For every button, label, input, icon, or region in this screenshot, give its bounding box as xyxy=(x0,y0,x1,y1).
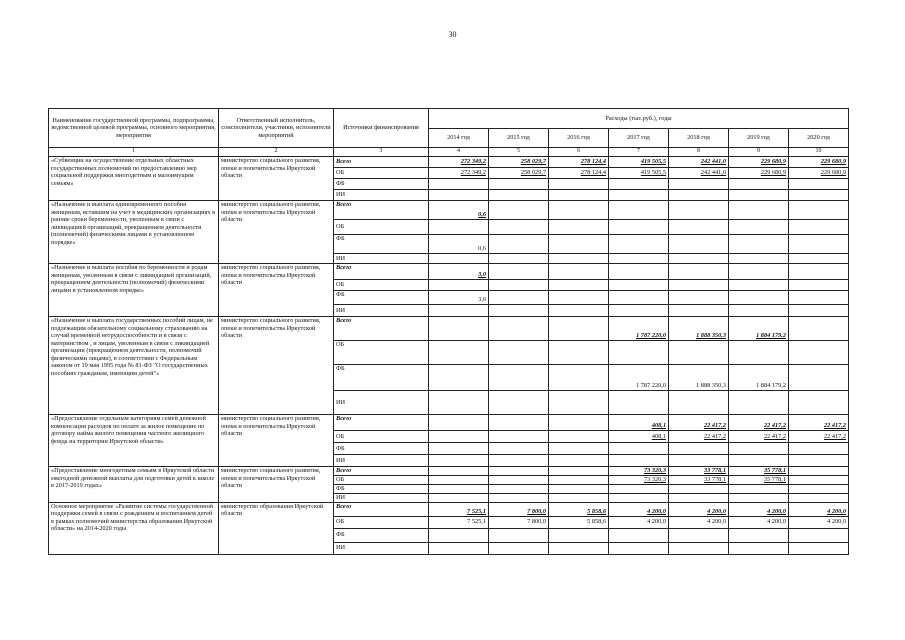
source-ii: ИИ xyxy=(334,254,429,264)
value-cell: 229 680,9 xyxy=(729,157,789,168)
source-ii: ИИ xyxy=(334,455,429,467)
source-total: Всего xyxy=(334,264,429,280)
source-fb: ФБ xyxy=(334,179,429,190)
value-cell: 0,6 xyxy=(429,235,489,254)
source-ob: ОБ xyxy=(334,341,429,365)
value-cell: 242 441,0 xyxy=(669,168,729,179)
source-fb: ФБ xyxy=(334,291,429,305)
column-index: 2 xyxy=(219,148,334,157)
program-name: Основное мероприятие «Развитие системы государственной поддержки семей в связи с рождением и воспитанием детей в рамках полномочий министерства образования Иркутской области» на 2014-2020 годы xyxy=(49,502,219,554)
column-index: 8 xyxy=(669,148,729,157)
source-ob: ОБ xyxy=(334,220,429,235)
program-name: «Субвенции на осуществление отдельных областных государственных полномочий по предоставлению мер социальной поддержки многодетным и малоимущим семьям» xyxy=(49,157,219,201)
value-cell: 1 888 350,3 xyxy=(669,365,729,391)
header-expenses: Расходы (тыс.руб.), годы xyxy=(429,109,849,129)
program-name: «Назначение и выплата государственных пособий лицам, не подлежащим обязательному социальному страхованию на случай временной нетрудоспособности и в связи с материнством , и лицам, уволенным в связи с ликвидацией организации (прекращением деятельности, полномочий физическими лицами), в соответствии с Федеральным законом от 19 мая 1995 года № 81-ФЗ "О государственных пособиях гражданам, имеющим детей"» xyxy=(49,317,219,415)
value-cell: 22 417,2 xyxy=(789,431,849,443)
year-header: 2016 год xyxy=(549,129,609,148)
value-cell: 419 505,5 xyxy=(609,168,669,179)
source-ii: ИИ xyxy=(334,542,429,554)
value-cell: 35 778,1 xyxy=(729,476,789,485)
header-name: Наименование государственной программы, подпрограммы, ведомственной целевой программы, основного мероприятия, мероприятия xyxy=(49,109,219,148)
value-cell: 22 417,2 xyxy=(729,431,789,443)
year-header: 2015 год xyxy=(489,129,549,148)
column-index: 5 xyxy=(489,148,549,157)
value-cell: 7 525,1 xyxy=(429,516,489,528)
value-cell: 22 417,2 xyxy=(669,415,729,431)
value-cell: 35 778,1 xyxy=(729,467,789,476)
source-ii: ИИ xyxy=(334,190,429,201)
program-name: «Предоставление многодетным семьям в Иркутской области ежегодной денежной выплаты для подготовки детей к школе в 2017-2019 годах» xyxy=(49,467,219,503)
program-executor: министерство образования Иркутской области xyxy=(219,502,334,554)
program-name: «Назначение и выплата пособия по беременности и родам женщинам, уволенным в связи с ликвидацией организаций, прекращением деятельности (полномочий) физическими лицами в установленном порядке» xyxy=(49,264,219,317)
program-executor: министерство социального развития, опеки и попечительства Иркутской области xyxy=(219,467,334,503)
source-ob: ОБ xyxy=(334,516,429,528)
value-cell: 4 200,0 xyxy=(609,502,669,516)
value-cell: 5 858,6 xyxy=(549,516,609,528)
value-cell: 33 778,1 xyxy=(669,467,729,476)
value-cell: 272 349,2 xyxy=(429,157,489,168)
page-number: 30 xyxy=(448,30,457,39)
year-header: 2019 год xyxy=(729,129,789,148)
value-cell: 278 124,4 xyxy=(549,168,609,179)
source-total: Всего xyxy=(334,317,429,341)
value-cell: 229 680,9 xyxy=(729,168,789,179)
value-cell: 4 200,0 xyxy=(789,516,849,528)
column-index: 10 xyxy=(789,148,849,157)
source-ob: ОБ xyxy=(334,431,429,443)
source-ob: ОБ xyxy=(334,476,429,485)
year-header: 2017 год xyxy=(609,129,669,148)
value-cell: 1 787 220,0 xyxy=(609,365,669,391)
program-executor: министерство социального развития, опеки и попечительства Иркутской области xyxy=(219,415,334,467)
value-cell: 258 029,7 xyxy=(489,168,549,179)
value-cell: 419 505,5 xyxy=(609,157,669,168)
header-executor: Ответственный исполнитель, соисполнители, участники, исполнители мероприятий xyxy=(219,109,334,148)
value-cell: 22 417,2 xyxy=(789,415,849,431)
year-header: 2014 год xyxy=(429,129,489,148)
program-name: «Назначение и выплата единовременного пособия женщинам, вставшим на учет в медицинских организациях в ранние сроки беременности, уволенным в связи с ликвидацией организаций, прекращением деятельности (полномочий) физическими лицами в установленном порядке» xyxy=(49,201,219,264)
column-index: 1 xyxy=(49,148,219,157)
value-cell: 278 124,4 xyxy=(549,157,609,168)
value-cell: 7 800,0 xyxy=(489,502,549,516)
value-cell: 7 800,0 xyxy=(489,516,549,528)
column-index: 3 xyxy=(334,148,429,157)
source-total: Всего xyxy=(334,502,429,516)
value-cell: 22 417,2 xyxy=(669,431,729,443)
source-ob: ОБ xyxy=(334,280,429,291)
value-cell: 33 778,1 xyxy=(669,476,729,485)
value-cell: 4 200,0 xyxy=(609,516,669,528)
value-cell: 7 525,1 xyxy=(429,502,489,516)
source-total: Всего xyxy=(334,201,429,220)
column-index: 7 xyxy=(609,148,669,157)
year-header: 2018 год xyxy=(669,129,729,148)
source-fb: ФБ xyxy=(334,528,429,542)
source-fb: ФБ xyxy=(334,485,429,494)
value-cell: 73 320,3 xyxy=(609,476,669,485)
value-cell: 22 417,2 xyxy=(729,415,789,431)
value-cell: 272 349,2 xyxy=(429,168,489,179)
value-cell: 4 200,0 xyxy=(669,516,729,528)
value-cell: 1 888 350,3 xyxy=(669,317,729,341)
source-total: Всего xyxy=(334,467,429,476)
program-executor: министерство социального развития, опеки и попечительства Иркутской области xyxy=(219,264,334,317)
program-executor: министерство социального развития, опеки и попечительства Иркутской области xyxy=(219,201,334,264)
value-cell: 4 200,0 xyxy=(669,502,729,516)
source-fb: ФБ xyxy=(334,365,429,391)
value-cell: 3,0 xyxy=(429,291,489,305)
value-cell: 1 787 220,0 xyxy=(609,317,669,341)
value-cell: 1 884 179,2 xyxy=(729,365,789,391)
value-cell: 0,6 xyxy=(429,201,489,220)
source-total: Всего xyxy=(334,415,429,431)
financing-table xyxy=(48,108,849,555)
column-index: 4 xyxy=(429,148,489,157)
source-total: Всего xyxy=(334,157,429,168)
year-header: 2020 год xyxy=(789,129,849,148)
source-ii: ИИ xyxy=(334,494,429,503)
source-fb: ФБ xyxy=(334,235,429,254)
value-cell: 408,1 xyxy=(609,415,669,431)
value-cell: 3,0 xyxy=(429,264,489,280)
value-cell: 73 320,3 xyxy=(609,467,669,476)
source-ii: ИИ xyxy=(334,305,429,317)
value-cell: 1 884 179,2 xyxy=(729,317,789,341)
program-executor: министерство социального развития, опеки и попечительства Иркутской области xyxy=(219,157,334,201)
header-source: Источники финансирования xyxy=(334,109,429,148)
value-cell: 242 441,0 xyxy=(669,157,729,168)
column-index: 6 xyxy=(549,148,609,157)
column-index: 9 xyxy=(729,148,789,157)
source-ii: ИИ xyxy=(334,391,429,415)
value-cell: 408,1 xyxy=(609,431,669,443)
value-cell: 5 858,6 xyxy=(549,502,609,516)
program-executor: министерство социального развития, опеки и попечительства Иркутской области xyxy=(219,317,334,415)
value-cell: 4 200,0 xyxy=(729,502,789,516)
value-cell: 229 680,9 xyxy=(789,168,849,179)
source-ob: ОБ xyxy=(334,168,429,179)
value-cell: 258 029,7 xyxy=(489,157,549,168)
program-name: «Предоставление отдельным категориям семей денежной компенсации расходов по оплате за жилое помещение по договору найма жилого помещения частного жилищного фонда на территории Иркутской области» xyxy=(49,415,219,467)
value-cell: 229 680,9 xyxy=(789,157,849,168)
value-cell: 4 200,0 xyxy=(729,516,789,528)
source-fb: ФБ xyxy=(334,443,429,455)
value-cell: 4 200,0 xyxy=(789,502,849,516)
